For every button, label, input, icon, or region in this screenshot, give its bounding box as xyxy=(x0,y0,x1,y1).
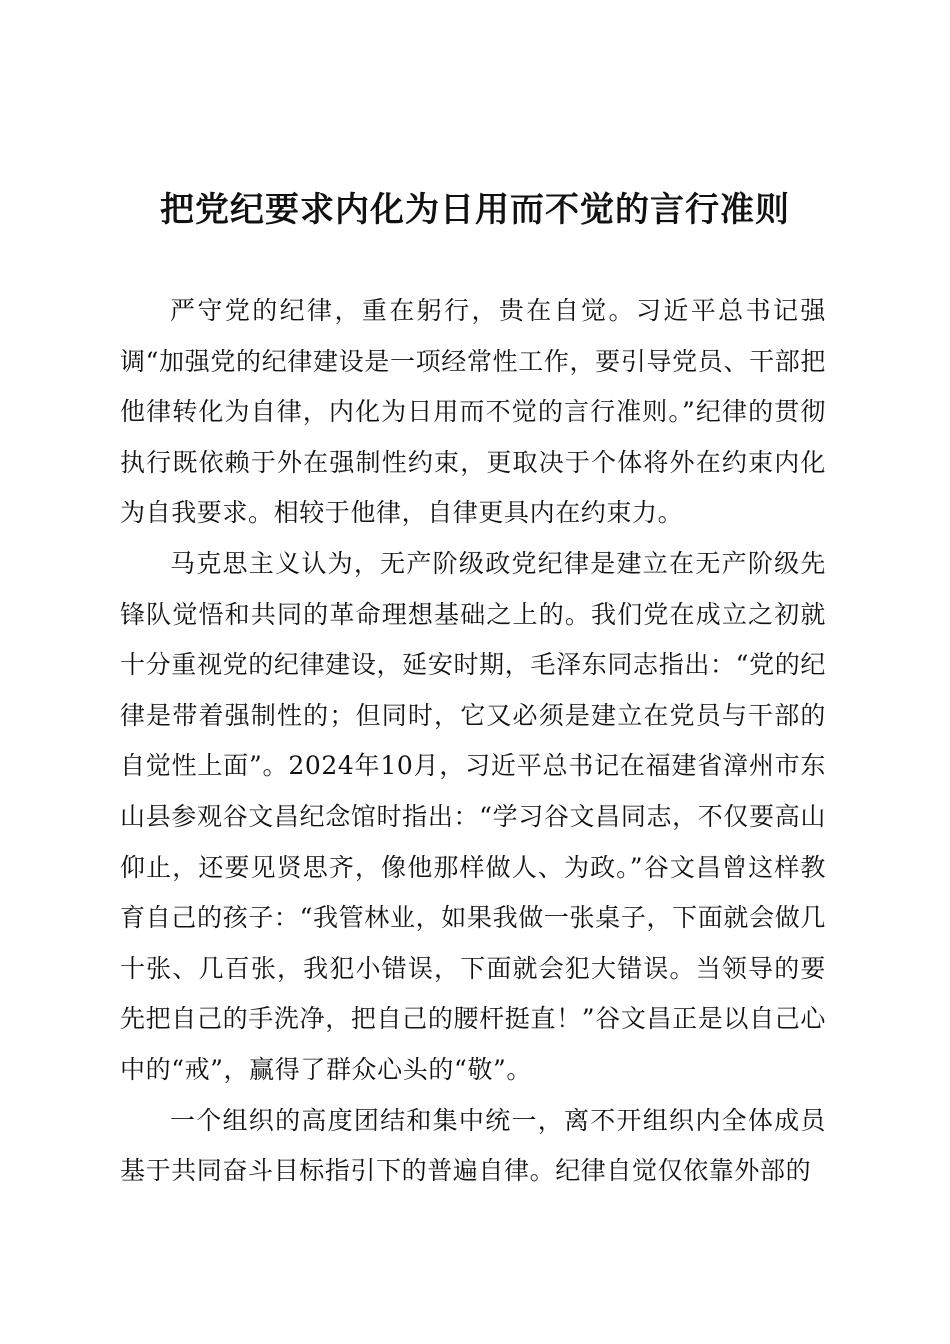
paragraph-2: 马克思主义认为，无产阶级政党纪律是建立在无产阶级先锋队觉悟和共同的革命理想基础之上的。我们党在成立之初就十分重视党的纪律建设，延安时期，毛泽东同志指出：“党的纪律是带着强制性的；但同时，它又必须是建立在党员与干部的自觉性上面”。2024年10月，习近平总书记在福建省漳州市东山县参观谷文昌纪念馆时指出：“学习谷文昌同志，不仅要高山仰止，还要见贤思齐，像他那样做人、为政。”谷文昌曾这样教育自己的孩子：“我管林业，如果我做一张桌子，下面就会做几十张、几百张，我犯小错误，下面就会犯大错误。当领导的要先把自己的手洗净，把自己的腰杆挺直！”谷文昌正是以自己心中的“戒”，赢得了群众心头的“敬”。 xyxy=(120,548,826,1084)
document-title: 把党纪要求内化为日用而不觉的言行准则 xyxy=(160,190,790,230)
paragraph-1: 严守党的纪律，重在躬行，贵在自觉。习近平总书记强调“加强党的纪律建设是一项经常性工作，要引导党员、干部把他律转化为自律，内化为日用而不觉的言行准则。”纪律的贯彻执行既依赖于外在强制性约束，更取决于个体将外在约束内化为自我要求。相较于他律，自律更具内在约束力。 xyxy=(120,296,826,528)
paragraph-3: 一个组织的高度团结和集中统一，离不开组织内全体成员基于共同奋斗目标指引下的普遍自律。纪律自觉仅依靠外部的 xyxy=(120,1105,826,1186)
document-body xyxy=(120,286,826,1197)
